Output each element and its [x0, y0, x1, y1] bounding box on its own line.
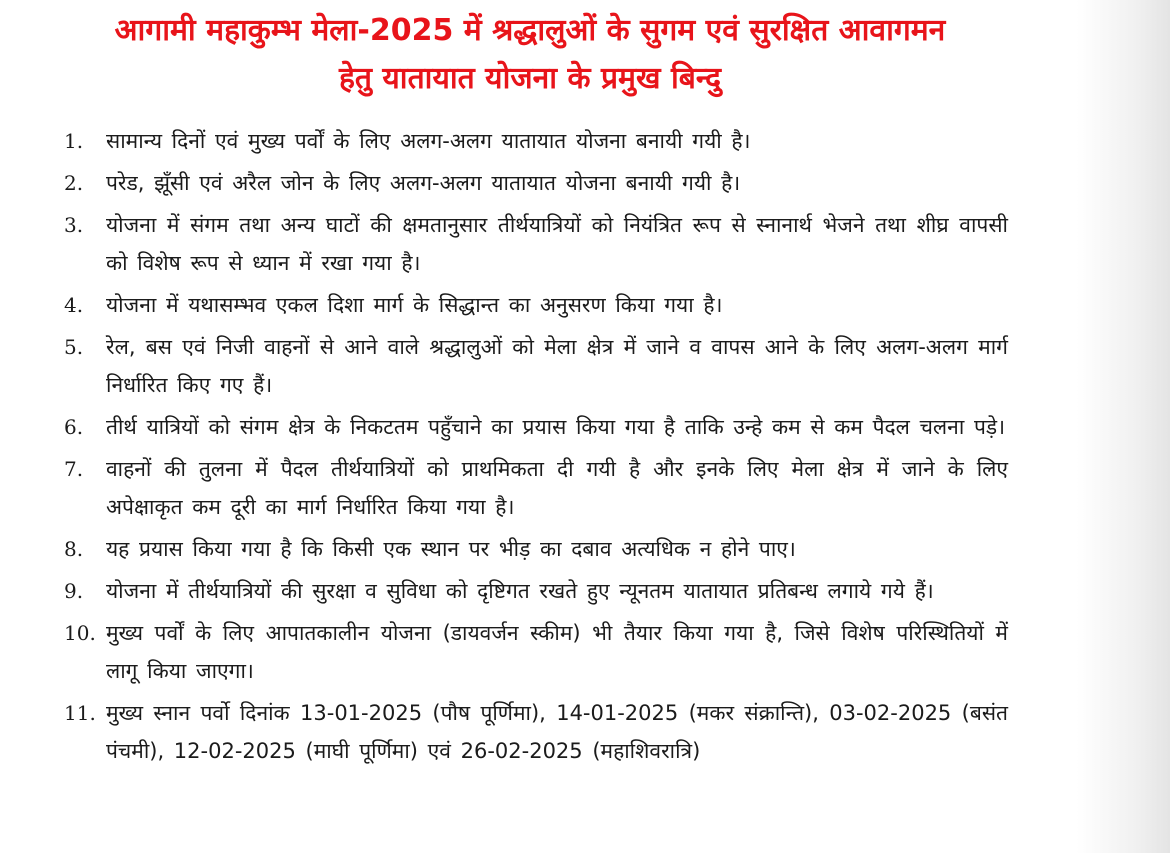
item-text: योजना में तीर्थयात्रियों की सुरक्षा व सुविधा को दृष्टिगत रखते हुए न्यूनतम यातायात प्रतिबन्ध लगाये गये हैं।	[106, 579, 934, 603]
item-text: मुख्य पर्वों के लिए आपातकालीन योजना (डायवर्जन स्कीम) भी तैयार किया गया है, जिसे विशेष परिस्थितियों में लागू किया जाएगा।	[106, 621, 1008, 683]
list-item	[64, 614, 1008, 690]
item-number: 10.	[64, 621, 96, 645]
traffic-plan-points-list	[64, 122, 1008, 774]
document-title-line-2: हेतु यातायात योजना के प्रमुख बिन्दु	[338, 61, 722, 96]
list-item	[64, 164, 1008, 202]
item-number: 1.	[64, 129, 84, 153]
item-text: योजना में यथासम्भव एकल दिशा मार्ग के सिद्धान्त का अनुसरण किया गया है।	[106, 293, 723, 317]
item-text: योजना में संगम तथा अन्य घाटों की क्षमतानुसार तीर्थयात्रियों को नियंत्रित रूप से स्नानार्थ भेजने तथा शीघ्र वापसी को विशेष रूप से ध्यान में रखा गया है।	[106, 213, 1008, 275]
item-number: 4.	[64, 293, 84, 317]
list-item	[64, 572, 1008, 610]
item-number: 11.	[64, 701, 96, 725]
list-item	[64, 408, 1008, 446]
list-item	[64, 122, 1008, 160]
item-text: तीर्थ यात्रियों को संगम क्षेत्र के निकटतम पहुँचाने का प्रयास किया गया है ताकि उन्हे कम से कम पैदल चलना पड़े।	[106, 415, 1006, 439]
item-text: वाहनों की तुलना में पैदल तीर्थयात्रियों को प्राथमिकता दी गयी है और इनके लिए मेला क्षेत्र में जाने के लिए अपेक्षाकृत कम दूरी का मार्ग निर्धारित किया गया है।	[106, 457, 1008, 519]
item-text: रेल, बस एवं निजी वाहनों से आने वाले श्रद्धालुओं को मेला क्षेत्र में जाने व वापस आने के लिए अलग-अलग मार्ग निर्धारित किए गए हैं।	[106, 335, 1008, 397]
document-title-line-1: आगामी महाकुम्भ मेला-2025 में श्रद्धालुओं के सुगम एवं सुरक्षित आवागमन	[114, 13, 946, 48]
item-text: सामान्य दिनों एवं मुख्य पर्वों के लिए अलग-अलग यातायात योजना बनायी गयी है।	[106, 129, 751, 153]
item-number: 2.	[64, 171, 84, 195]
list-item	[64, 328, 1008, 404]
list-item	[64, 530, 1008, 568]
list-item	[64, 694, 1008, 770]
list-item	[64, 450, 1008, 526]
item-number: 6.	[64, 415, 84, 439]
list-item	[64, 286, 1008, 324]
list-item	[64, 206, 1008, 282]
item-number: 5.	[64, 335, 84, 359]
item-text: परेड, झूँसी एवं अरैल जोन के लिए अलग-अलग यातायात योजना बनायी गयी है।	[106, 171, 741, 195]
item-number: 3.	[64, 213, 84, 237]
item-number: 9.	[64, 579, 84, 603]
item-number: 7.	[64, 457, 84, 481]
item-text: यह प्रयास किया गया है कि किसी एक स्थान पर भीड़ का दबाव अत्यधिक न होने पाए।	[106, 537, 796, 561]
item-text: मुख्य स्नान पर्वो दिनांक 13-01-2025 (पौष पूर्णिमा), 14-01-2025 (मकर संक्रान्ति), 03-02-2025 (बसंत पंचमी), 12-02-2025 (माघी पूर्णिमा) एवं 26-02-2025 (महाशिवरात्रि)	[106, 701, 1008, 763]
item-number: 8.	[64, 537, 84, 561]
